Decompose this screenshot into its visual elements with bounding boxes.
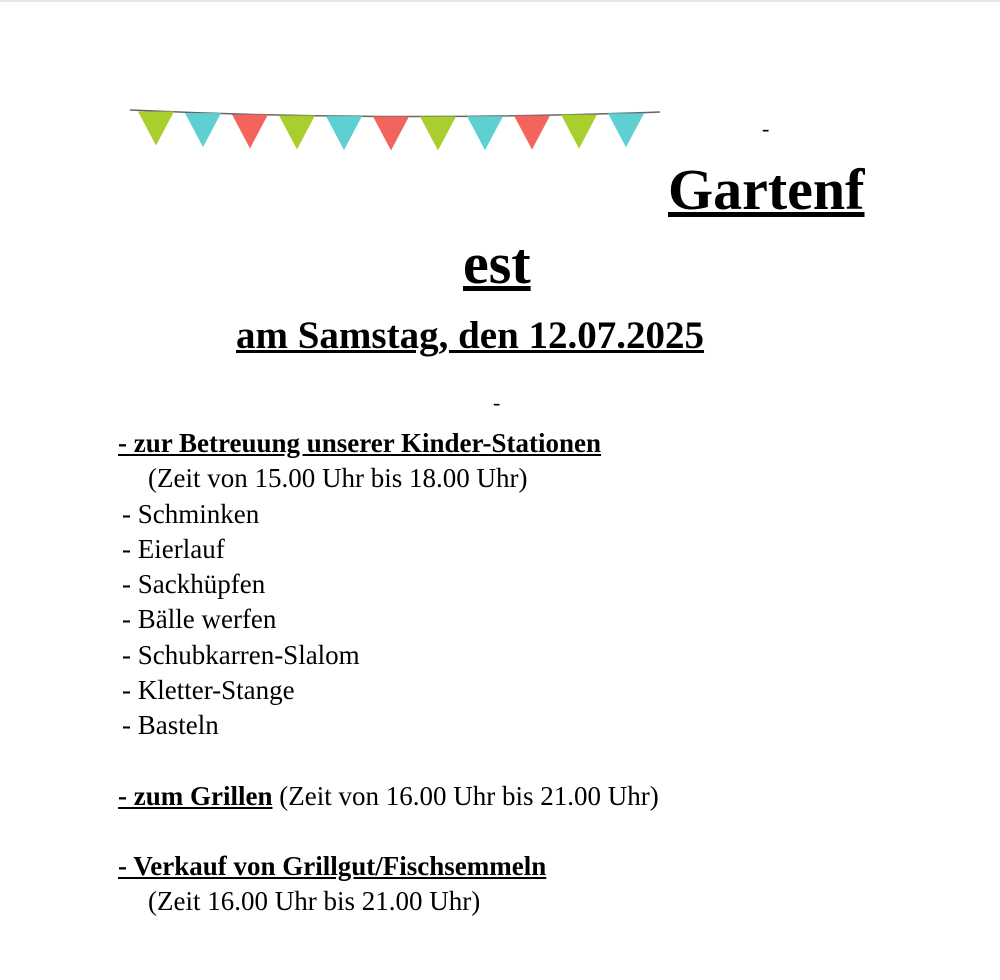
section-heading-grillen: - zum Grillen	[118, 781, 273, 811]
top-border	[0, 0, 1000, 2]
list-item: - Basteln	[122, 710, 219, 740]
bunting-flag	[420, 117, 456, 151]
bunting-flag	[185, 113, 221, 147]
bunting-flag	[467, 116, 503, 150]
bunting-flag	[608, 113, 644, 147]
event-date-subtitle: am Samstag, den 12.07.2025	[236, 314, 705, 357]
bunting-flag	[326, 116, 362, 150]
section-time-kinder: (Zeit von 15.00 Uhr bis 18.00 Uhr)	[148, 463, 528, 493]
bunting-flag	[138, 111, 174, 145]
bunting-garland-decoration	[120, 100, 665, 158]
bunting-flag	[514, 116, 550, 150]
list-item: - Schubkarren-Slalom	[122, 640, 360, 670]
bunting-flag	[561, 115, 597, 149]
list-item: - Eierlauf	[122, 534, 225, 564]
section-time-verkauf: (Zeit 16.00 Uhr bis 21.00 Uhr)	[148, 886, 481, 916]
section-grillen	[118, 780, 659, 812]
bunting-flag	[373, 116, 409, 150]
list-item: - Sackhüpfen	[122, 569, 266, 599]
dash-marker-middle: -	[493, 390, 501, 415]
list-item: - Bälle werfen	[122, 604, 277, 634]
bunting-flag	[232, 114, 268, 148]
section-heading-kinder: - zur Betreuung unserer Kinder-Stationen	[118, 428, 602, 458]
section-time-grillen: (Zeit von 16.00 Uhr bis 21.00 Uhr)	[272, 781, 659, 811]
dash-marker-top: -	[762, 116, 770, 141]
section-heading-verkauf: - Verkauf von Grillgut/Fischsemmeln	[118, 851, 547, 881]
list-item: - Kletter-Stange	[122, 675, 295, 705]
bunting-flag	[279, 115, 315, 149]
page-title-part-1: Gartenf	[668, 157, 865, 222]
page-title-part-2: est	[463, 231, 531, 296]
list-item: - Schminken	[122, 499, 260, 529]
